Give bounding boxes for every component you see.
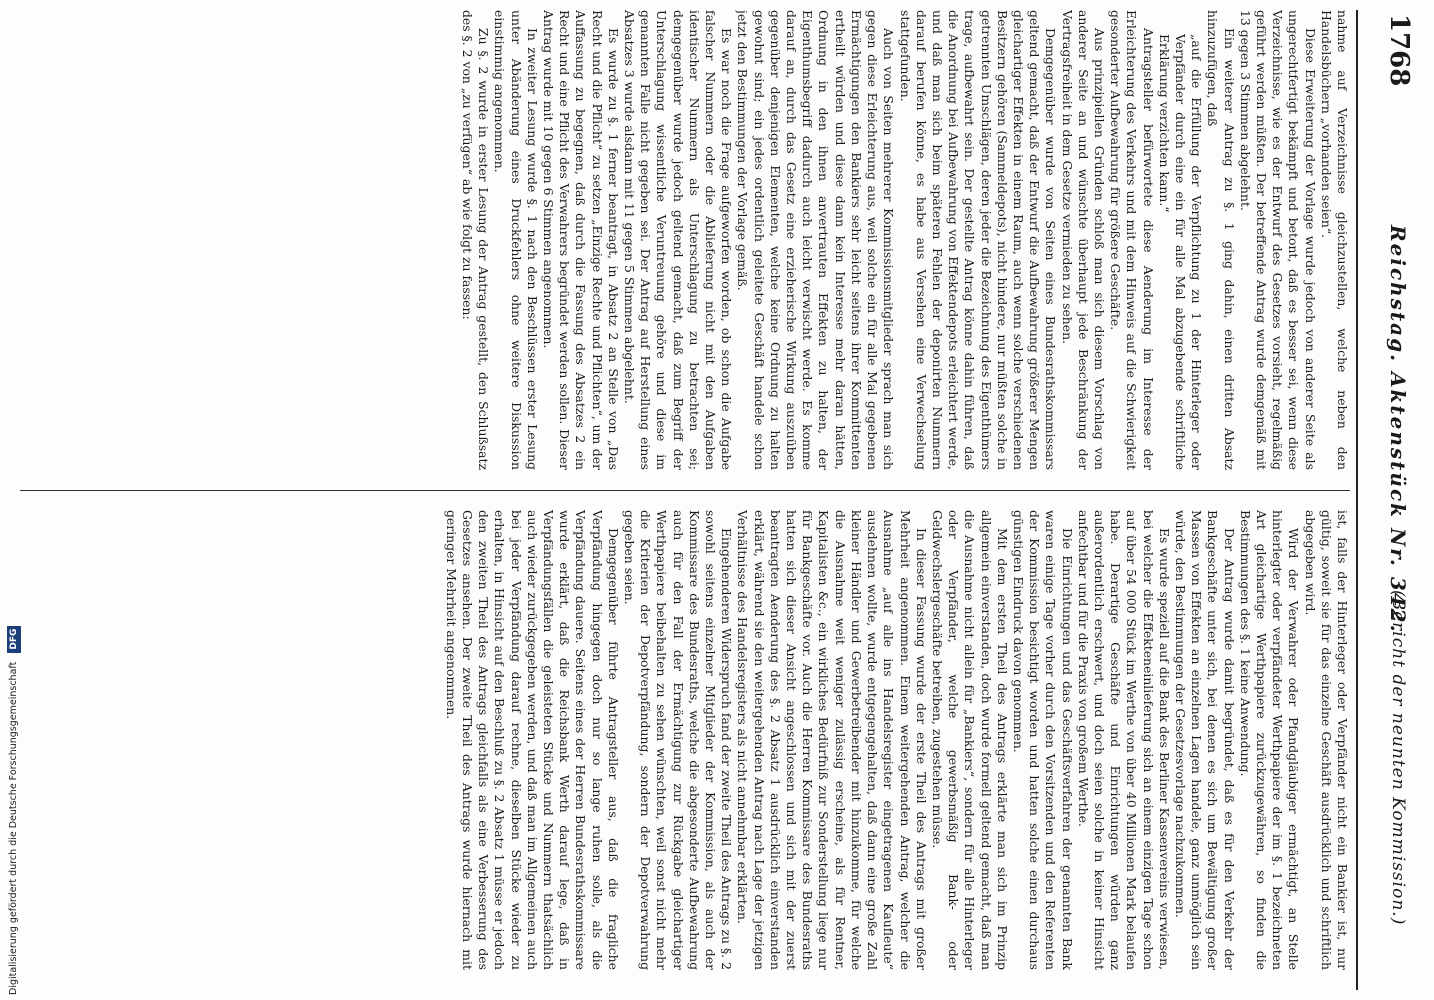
- paragraph: Demgegenüber wurde von Seiten eines Bundesrathskommissars geltend gemacht, daß der Entwurf die Aufbewahrung größerer Mengen gleichartiger Effekten in einem Raum, auch wenn solche verschiedenen Besitzern gehören (Sammeldepots), nicht hindere, nur müßten solche in getrennten Umschlägen, deren jeder die Bezeichnung des Eigenthümers trage, aufbewahrt sein. Der gestellte Antrag könne dahin führen, daß die Anordnung bei Aufbewahrung von Effektendepots erleichtert werde, und daß man sich beim späteren Fehlen der deponirten Nummern darauf berufen könne, es habe aus Versehen eine Verwechselung stattgefunden.: [897, 10, 1059, 470]
- paragraph: Zu §. 2 wurde in erster Lesung der Antrag gestellt, den Schlußsatz des §. 2 von „zu verfügen“ ab wie folgt zu fassen:: [460, 10, 492, 470]
- footer-credit: Digitalisierung gefördert durch die Deutsche Forschungsgemeinschaft: [8, 661, 19, 995]
- paragraph: „auf die Erfüllung der Verpflichtung zu 1 der Hinterleger oder Verpfänder durch eine ein für alle Mal abzugebende schriftliche Erklärung verzichten kann.“: [1156, 34, 1205, 470]
- paragraph: Eingehenderen Widerspruch fand der zweite Theil des Antrags zu §. 2 sowohl seitens einzelner Mitglieder der Kommission, als auch der Kommissare des Bundesraths, welche die abgesonderte Aufbewahrung auch für den Fall der Ermächtigung zur Rückgabe gleichartiger Werthpapiere beibehalten zu sehen wünschten, weil sonst nicht mehr die Kriterien der Depotverpfändung, sondern der Depotverwahrung gegeben seien.: [622, 510, 735, 970]
- paragraph: Die Einrichtungen und das Geschäftsverfahren der genannten Bank waren einige Tage vorher durch den Vorsitzenden und den Referenten der Kommission besichtigt worden und hatten solche einen durchaus günstigen Eindruck davon genommen.: [1010, 510, 1075, 970]
- right-column: [20, 510, 1350, 970]
- page-header: [1360, 10, 1420, 990]
- page-number: 1768: [1384, 14, 1414, 87]
- paragraph: Mit dem ersten Theil des Antrags erklärte man sich im Prinzip allgemein einverstanden, doch wurde formell geltend gemacht, daß man die Ausnahme nicht allein für „Bankiers“, sondern für alle Hinterleger oder Verpfänder, welche gewerbsmäßig Bank- oder Geldwechslergeschäfte betreiben, zugestehen müsse.: [929, 510, 1010, 970]
- paragraph: Es war noch die Frage aufgeworfen worden, ob schon die Aufgabe falscher Nummern oder die Ablieferung nicht mit den Aufgaben identischer Nummern als Unterschlagung zu betrachten sei; demgegenüber wurde jedoch geltend gemacht, daß zum Begriff der Unterschlagung wissentliche Veruntreuung gehöre und diese im genannten Falle nicht gegeben sei. Der Antrag auf Herstellung eines Absatzes 3 wurde alsdann mit 11 gegen 5 Stimmen abgelehnt.: [622, 10, 735, 470]
- page-title: Reichstag. Aktenstück Nr. 342.: [1386, 225, 1410, 634]
- footer-text-wrapper: [3, 15, 25, 995]
- paragraph: Auch von Seiten mehrerer Kommissionsmitglieder sprach man sich gegen diese Erleichterung aus, weil solche ein für alle Mal gegebenen Ermächtigungen den Bankiers sehr leicht seitens ihrer Kommittenten ertheilt würden und diese dann kein Interesse mehr daran hätten, Ordnung in den ihnen anvertrauten Effekten zu halten, der Eigenthumsbegriff dadurch auch leicht verwischt werde. Es komme darauf an, durch das Gesetz eine erzieherische Wirkung auszuüben gegenüber denjenigen Elementen, welche keine Ordnung zu halten gewohnt sind; ein jedes ordentlich geleitete Geschäft handele schon jetzt den Bestimmungen der Vorlage gemäß.: [735, 10, 897, 470]
- paragraph: Wird der Verwahrer oder Pfandgläubiger ermächtigt, an Stelle hinterlegter oder verpfändeter Werthpapiere der im §. 1 bezeichneten Art gleichartige Werthpapiere zurückzugewähren, so finden die Bestimmungen des §. 1 keine Anwendung.: [1237, 510, 1302, 970]
- rotated-page: [0, 10, 1420, 990]
- paragraph: Der Antrag wurde damit begründet, daß es für den Verkehr der Bankgeschäfte unter sich, bei denen es sich um Bewältigung großer Massen von Effekten an einzelnen Lagen handele, ganz unmöglich sein würde, den Bestimmungen der Gesetzesvorlage nachzukommen.: [1172, 510, 1237, 970]
- paragraph: In dieser Fassung wurde der erste Theil des Antrags mit großer Mehrheit angenommen. Einem weitergehenden Antrag, welcher die Ausnahme „auf alle ins Handelsregister eingetragenen Kaufleute“ ausdehnen wollte, wurde entgegengehalten, daß dann eine große Zahl kleiner Händler und Gewerbetreibender mit hinzukomme, für welche die Ausnahme weit weniger zulässig erscheine, als für Rentner, Kapitalisten &c., ein wirkliches Bedürfniß zur Sonderstellung liege nur für Bankgeschäfte vor. Auch die Herren Kommissare des Bundesraths hatten sich dieser Ansicht angeschlossen und sich mit der zuerst beantragten Aenderung des §. 2 Absatz 1 ausdrücklich einverstanden erklärt, während sie den weitergehenden Antrag nach Lage der jetzigen Verhältnisse des Handelsregisters als nicht annehmbar erklärten.: [735, 510, 929, 970]
- column-divider: [20, 490, 1350, 491]
- paragraph: Diese Erweiterung der Vorlage wurde jedoch von anderer Seite als ungerechtfertigt bekämpft und betont, daß es besser sei, wenn diese Verzeichnisse, wie es der Entwurf des Gesetzes vorsieht, regelmäßig geführt werden müßten. Der betreffende Antrag wurde demgemäß mit 13 gegen 3 Stimmen abgelehnt.: [1237, 10, 1318, 470]
- paragraph: nahme auf Verzeichnisse gleichzustellen, welche neben den Handelsbüchern „vorhanden seien“.: [1318, 10, 1350, 470]
- paragraph: ist, falls der Hinterleger oder Verpfänder nicht ein Bankier ist, nur gültig, soweit sie für das einzelne Geschäft ausdrücklich und schriftlich abgegeben wird.: [1302, 510, 1350, 970]
- paragraph: Antragsteller befürwortete diese Aenderung im Interesse der Erleichterung des Verkehrs und mit dem Hinweis auf die Schwierigkeit gesonderter Aufbewahrung für größere Geschäfte.: [1108, 10, 1156, 470]
- paragraph: Es wurde speziell auf die Bank des Berliner Kassenvereins verwiesen, bei welcher die Effekteneinlieferung sich an einem einzigen Tage schon auf über 54 000 Stück im Werthe von über 40 Millionen Mark belaufen habe. Derartige Geschäfte und Einrichtungen würden ganz außerordentlich erschwert, und doch seien solche in keiner Hinsicht anfechtbar und für die Praxis von großem Werthe.: [1075, 510, 1172, 970]
- header-rule: [1356, 10, 1358, 990]
- paragraph: In zweiter Lesung wurde §. 1 nach den Beschlüssen erster Lesung unter Abänderung eines Druckfehlers ohne weitere Diskussion einstimmig angenommen.: [492, 10, 540, 470]
- paragraph: Aus prinzipiellen Gründen schloß man sich diesem Vorschlag von anderer Seite an und wünschte überhaupt jede Beschränkung der Vertragsfreiheit in dem Gesetze vermieden zu sehen.: [1059, 10, 1107, 470]
- paragraph: Ein weiterer Antrag zu §. 1 ging dahin, einen dritten Absatz hinzuzufügen, daß: [1205, 10, 1237, 470]
- footer: [3, 0, 25, 1000]
- page-subtitle: (Bericht der neunten Kommission.): [1388, 590, 1408, 926]
- dfg-logo: DFG: [7, 626, 21, 653]
- paragraph: Demgegenüber führte Antragsteller aus, daß die fragliche Verpfändung hingegen doch nur so lange ruhen solle, als die Verpfändung dauere. Seitens eines der Herren Bundesrathskommissare wurde erklärt, daß die Reichsbank Werth darauf lege, daß in Verpfändungsfällen die geleisteten Stücke und Nummern thatsächlich auch wieder zurückgegeben werden, und daß man im Allgemeinen auch bei jeder Verpfändung darauf rechne, dieselben Stücke wieder zu erhalten, in Hinsicht auf den Beschluß zu §. 2 Absatz 1 müsse er jedoch den zweiten Theil des Antrags gleichfalls als eine Verbesserung des Gesetzes ansehen. Der zweite Theil des Antrags wurde hiernach mit geringer Mehrheit angenommen.: [443, 510, 621, 970]
- left-column: [20, 10, 1350, 470]
- paragraph: Es wurde zu §. 1 ferner beantragt, in Absatz 2 an Stelle von „Das Recht und die Pflicht“ zu setzen „Einzige Rechte und Pflichten“, um der Auffassung zu begegnen, daß durch die Fassung des Absatzes 2 ein Recht und eine Pflicht des Verwahrers begründet werden sollen. Dieser Antrag wurde mit 10 gegen 6 Stimmen angenommen.: [541, 10, 621, 470]
